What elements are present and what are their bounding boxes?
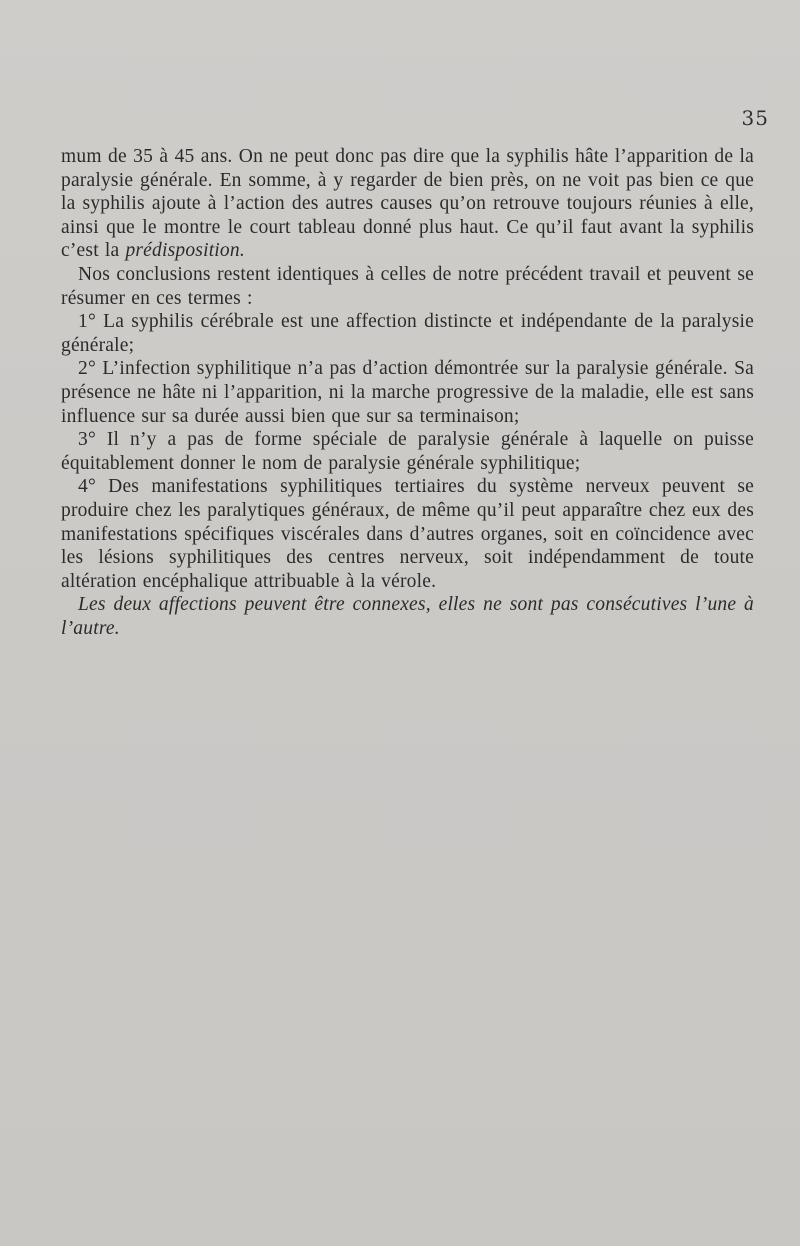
conclusion-item-1: 1° La syphilis cérébrale est une affection distincte et indépendante de la paralysie générale;: [61, 311, 754, 356]
conclusion-item-3: 3° Il n’y a pas de forme spéciale de paralysie générale à laquelle on puisse équitablement donner le nom de paralysie générale syphilitique;: [61, 429, 754, 474]
page-number: 35: [741, 106, 769, 130]
emphasis-predisposition: prédisposition.: [125, 240, 245, 262]
conclusion-item-2: 2° L’infection syphilitique n’a pas d’action démontrée sur la paralysie générale. Sa présence ne hâte ni l’apparition, ni la marche progressive de la maladie, elle est sans influence sur sa durée aussi bien que sur sa terminaison;: [61, 358, 754, 427]
paragraph-continuation-text: mum de 35 à 45 ans. On ne peut donc pas dire que la syphilis hâte l’apparition de la paralysie générale. En somme, à y regarder de bien près, on ne voit pas bien ce que la syphilis ajoute à l’action des autres causes qu’on retrouve toujours réunies à elle, ainsi que le montre le court tableau donné plus haut. Ce qu’il faut avant la syphilis c’est la: [61, 146, 754, 262]
conclusion-item-4: 4° Des manifestations syphilitiques tertiaires du système nerveux peuvent se produire chez les paralytiques généraux, de même qu’il peut apparaître chez eux des manifestations spécifiques viscérales dans d’autres organes, soit en coïncidence avec les lésions syphilitiques des centres nerveux, soit indépendamment de toute altération encéphalique attribuable à la vérole.: [61, 476, 754, 592]
paragraph-conclusions-intro: Nos conclusions restent identiques à celles de notre précédent travail et peuvent se résumer en ces termes :: [61, 263, 754, 309]
paragraph-continuation: [61, 145, 754, 263]
body-text: [61, 145, 754, 640]
final-italic-statement: Les deux affections peuvent être connexes, elles ne sont pas consécutives l’une à l’autre.: [61, 594, 754, 639]
